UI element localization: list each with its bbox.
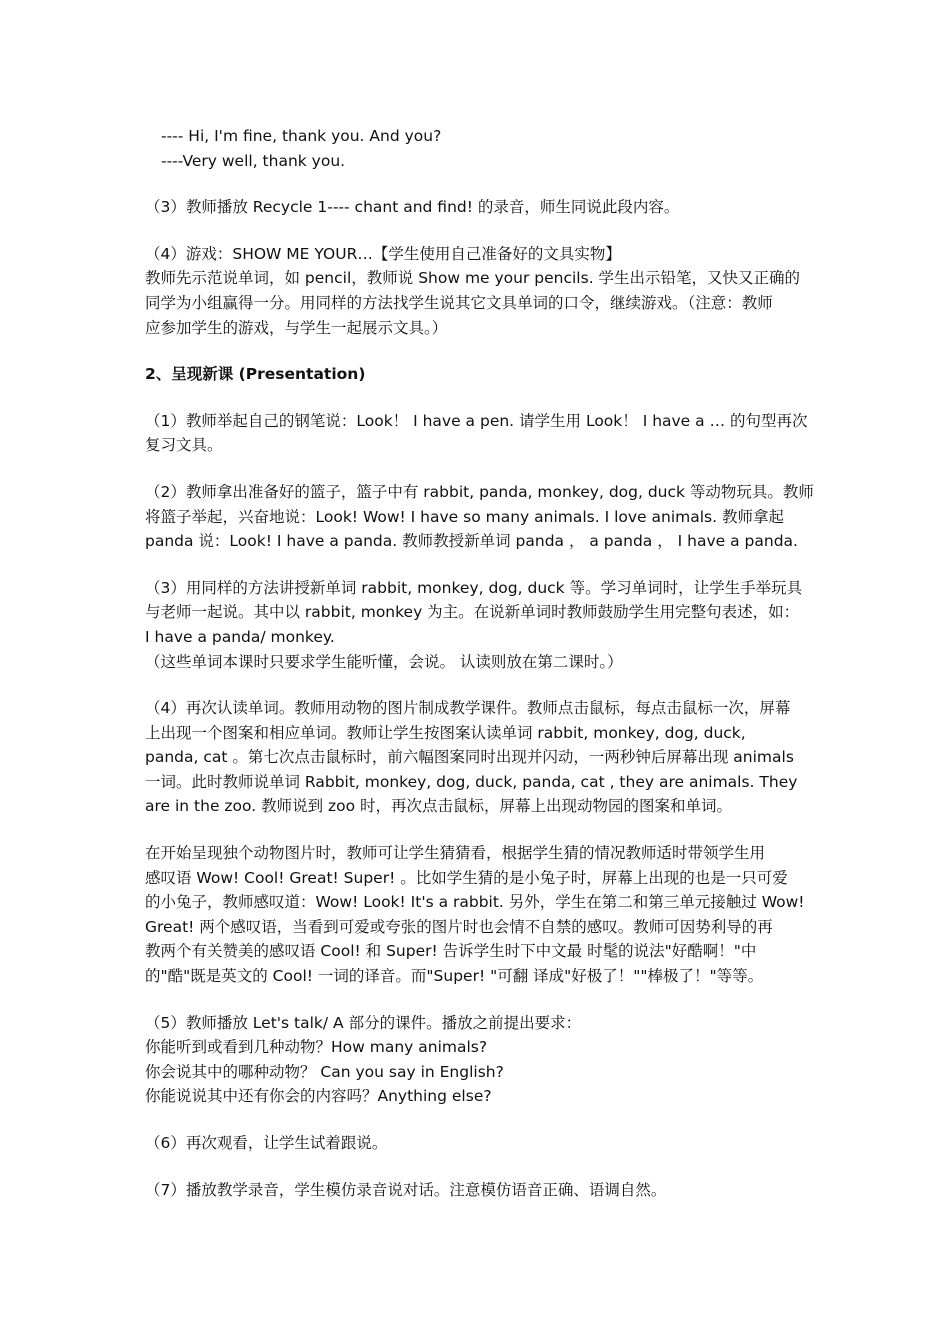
- text-line: （5）教师播放 Let's talk/ A 部分的课件。播放之前提出要求：: [145, 1013, 582, 1032]
- text-line: Great! 两个感叹语，当看到可爱或夸张的图片时也会情不自禁的感叹。教师可因势利导的再: [145, 917, 773, 936]
- step-3-paragraph: [145, 195, 810, 220]
- presentation-step-7: [145, 1178, 810, 1203]
- section-heading: [145, 362, 810, 387]
- step-4-paragraph: [145, 242, 810, 340]
- text-line: 的"酷"既是英文的 Cool! 一词的译音。而"Super! "可翻 译成"好极了！""棒极了！"等等。: [145, 967, 764, 986]
- dialogue-line: ----Very well, thank you.: [161, 151, 346, 170]
- text-line: （6）再次观看，让学生试着跟说。: [145, 1134, 388, 1152]
- dialogue-line: ---- Hi, I'm fine, thank you. And you?: [161, 127, 442, 145]
- text-line: 教师先示范说单词，如 pencil，教师说 Show me your pencils. 学生出示铅笔，又快又正确的: [145, 269, 801, 288]
- text-line: 复习文具。: [145, 436, 223, 455]
- document-page: [145, 124, 814, 1202]
- presentation-step-1: [145, 409, 810, 458]
- presentation-step-3: [145, 576, 810, 674]
- text-line: 教两个有关赞美的感叹语 Cool! 和 Super! 告诉学生时下中文最 时髦的说法"好酷啊！"中: [145, 942, 757, 961]
- text-line: （3）教师播放 Recycle 1---- chant and find! 的录音，师生同说此段内容。: [145, 198, 680, 217]
- text-line: 你能说说其中还有你会的内容吗？Anything else?: [145, 1087, 492, 1106]
- text-line: 应参加学生的游戏，与学生一起展示文具。）: [145, 318, 448, 337]
- dialogue-block: [145, 124, 810, 173]
- text-line: 你会说其中的哪种动物？ Can you say in English?: [145, 1062, 504, 1081]
- text-line: 将篮子举起，兴奋地说：Look! Wow! I have so many animals. I love animals. 教师拿起: [145, 507, 784, 526]
- text-line: （2）教师拿出准备好的篮子，篮子中有 rabbit, panda, monkey, dog, duck 等动物玩具。教师: [145, 482, 814, 501]
- text-line: （4）再次认读单词。教师用动物的图片制成教学课件。教师点击鼠标，每点击鼠标一次，屏幕: [145, 699, 791, 718]
- text-line: （这些单词本课时只要求学生能听懂，会说。 认读则放在第二课时。）: [145, 652, 623, 671]
- presentation-step-4: [145, 696, 810, 819]
- text-line: panda 说：Look! I have a panda. 教师教授新单词 panda ， a panda ， I have a panda.: [145, 532, 798, 551]
- text-line: 在开始呈现独个动物图片时，教师可让学生猜猜看，根据学生猜的情况教师适时带领学生用: [145, 844, 766, 863]
- presentation-step-5: [145, 1011, 810, 1109]
- text-line: I have a panda/ monkey.: [145, 627, 335, 646]
- text-line: are in the zoo. 教师说到 zoo 时，再次点击鼠标，屏幕上出现动物园的图案和单词。: [145, 797, 733, 816]
- interjection-paragraph: [145, 841, 810, 989]
- text-line: （3）用同样的方法讲授新单词 rabbit, monkey, dog, duck 等。学习单词时，让学生手举玩具: [145, 578, 803, 597]
- text-line: （4）游戏：SHOW ME YOUR…【学生使用自己准备好的文具实物】: [145, 244, 621, 263]
- text-line: 与老师一起说。其中以 rabbit, monkey 为主。在说新单词时教师鼓励学生用完整句表述，如：: [145, 603, 800, 622]
- text-line: 你能听到或看到几种动物？How many animals?: [145, 1038, 488, 1057]
- text-line: 一词。此时教师说单词 Rabbit, monkey, dog, duck, panda, cat , they are animals. They: [145, 772, 798, 791]
- text-line: 感叹语 Wow! Cool! Great! Super! 。比如学生猜的是小兔子时，屏幕上出现的也是一只可爱: [145, 868, 788, 887]
- text-line: 上出现一个图案和相应单词。教师让学生按图案认读单词 rabbit, monkey, dog, duck,: [145, 723, 746, 742]
- text-line: 同学为小组赢得一分。用同样的方法找学生说其它文具单词的口令，继续游戏。（注意：教师: [145, 293, 773, 312]
- text-line: panda, cat 。第七次点击鼠标时，前六幅图案同时出现并闪动，一两秒钟后屏幕出现 animals: [145, 748, 794, 767]
- presentation-step-6: [145, 1131, 810, 1156]
- presentation-step-2: [145, 480, 814, 554]
- heading-text: 2、呈现新课 (Presentation): [145, 365, 366, 384]
- text-line: 的小兔子，教师感叹道：Wow! Look! It's a rabbit. 另外，学生在第二和第三单元接触过 Wow!: [145, 893, 805, 912]
- text-line: （1）教师举起自己的钢笔说：Look！ I have a pen. 请学生用 Look！ I have a … 的句型再次: [145, 411, 808, 430]
- text-line: （7）播放教学录音，学生模仿录音说对话。注意模仿语音正确、语调自然。: [145, 1180, 667, 1199]
